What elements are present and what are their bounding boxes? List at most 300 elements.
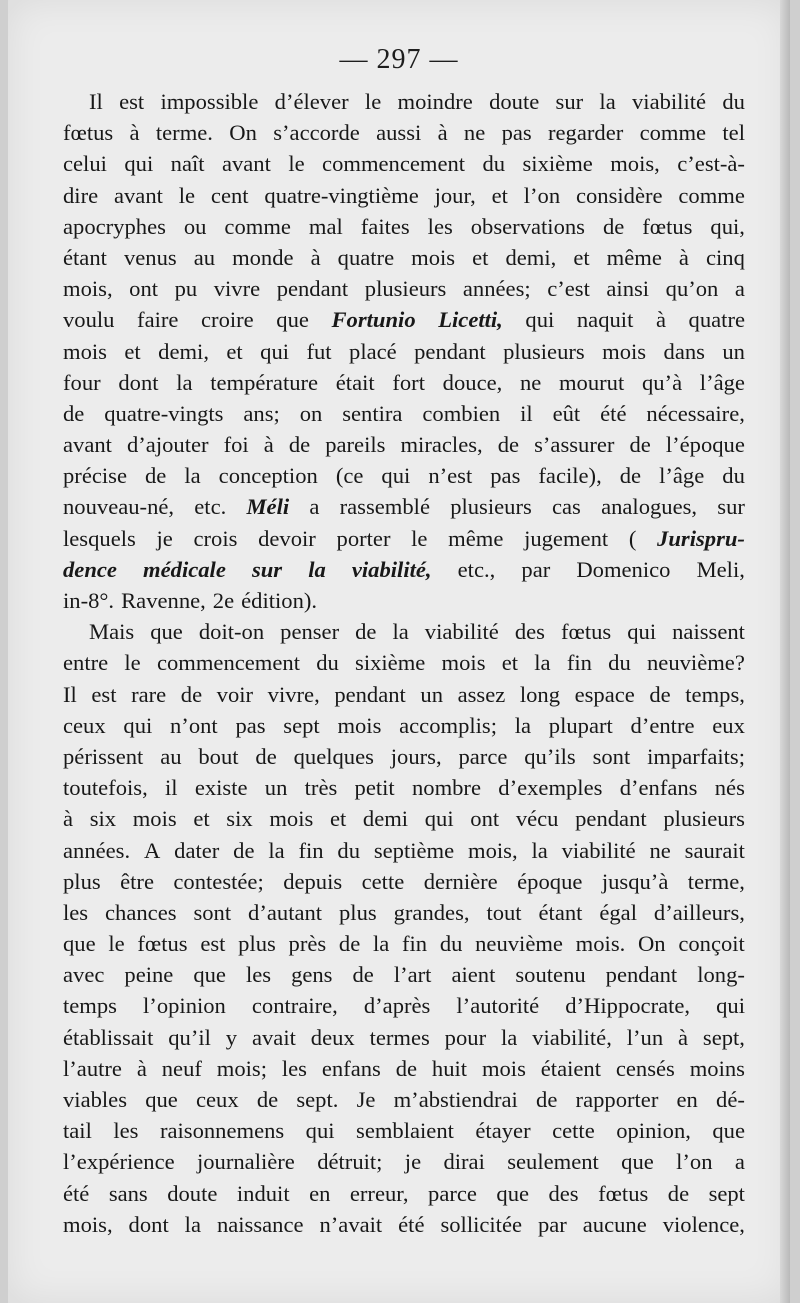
word: même	[448, 525, 504, 551]
word: four	[63, 369, 101, 395]
word: sur	[555, 89, 584, 114]
word: pas	[235, 712, 266, 738]
word: apocryphes	[63, 213, 166, 239]
word: celui	[63, 151, 107, 177]
word: étaient	[540, 1055, 601, 1081]
word: la	[268, 837, 285, 863]
word: d’ajouter	[126, 432, 209, 458]
word: doit-on	[198, 619, 265, 645]
word: d’exemples	[498, 775, 603, 801]
word: avant	[63, 432, 112, 458]
text-line	[63, 803, 745, 834]
word: septième	[373, 837, 455, 863]
word: c’est-à-	[677, 151, 745, 177]
text-line	[63, 647, 745, 678]
word: comme	[224, 213, 291, 239]
word: Il	[63, 681, 77, 707]
word: pendant	[276, 276, 349, 302]
word: mois	[132, 806, 177, 832]
word: analogues,	[601, 494, 698, 520]
word: seulement	[507, 1149, 599, 1175]
word: voulu	[63, 307, 115, 333]
word: d’Hippocrate,	[565, 993, 691, 1019]
word: commencement	[322, 151, 466, 177]
word: et	[573, 244, 590, 270]
word: l’art	[393, 962, 432, 988]
word: quatre-vingts	[104, 400, 224, 426]
word: du	[316, 650, 339, 676]
text-line	[63, 928, 745, 959]
word: devoir	[258, 525, 316, 551]
text-line	[63, 211, 745, 242]
word: à	[63, 806, 74, 832]
word: terme.	[155, 120, 213, 146]
word: de	[233, 837, 255, 863]
word: ne	[649, 837, 671, 863]
word: qui	[123, 712, 153, 738]
word: mois	[411, 244, 456, 270]
word: neuf	[161, 1055, 202, 1081]
word: commencement	[156, 650, 300, 676]
word: n’avait	[319, 1211, 383, 1237]
word: jusqu’à	[601, 868, 669, 894]
word: mois	[441, 650, 486, 676]
word: mois	[63, 338, 107, 364]
word: le	[124, 650, 141, 676]
word: plus	[63, 868, 101, 894]
text-line	[63, 772, 745, 803]
word: mois	[602, 338, 647, 364]
word: gens	[291, 962, 333, 988]
word: mois	[269, 806, 314, 832]
word: jour,	[434, 182, 476, 208]
text-line	[63, 1115, 745, 1146]
word: et	[124, 338, 141, 364]
word: in-8°.	[63, 588, 115, 613]
word: je	[156, 525, 173, 551]
word: pendant	[414, 338, 486, 364]
word: de	[667, 1180, 690, 1206]
word: que	[496, 1180, 530, 1206]
word: qui	[424, 806, 454, 832]
word: doute	[489, 89, 540, 114]
word: soutenu	[515, 962, 586, 988]
text-line	[63, 710, 745, 741]
word: près	[288, 931, 327, 957]
word: impossible	[160, 89, 259, 114]
text-line	[63, 616, 745, 647]
word: dire	[63, 182, 99, 208]
word: dont	[128, 1211, 169, 1237]
text-line	[63, 554, 745, 585]
text-line	[63, 117, 745, 148]
word: s’assurer	[534, 432, 615, 458]
word: la	[184, 463, 201, 489]
word: a	[309, 494, 320, 520]
word: etc.,	[457, 556, 496, 582]
word: de	[338, 931, 361, 957]
word: On	[229, 120, 257, 146]
word: à	[263, 432, 274, 458]
word: doute	[167, 1180, 218, 1206]
word: d’entre	[630, 712, 695, 738]
word: du	[482, 151, 506, 177]
word: tel	[722, 120, 745, 146]
word: cent	[210, 182, 249, 208]
word: de	[649, 681, 671, 707]
word: viabilité,	[532, 1024, 612, 1050]
word: raisonnemens	[159, 1118, 285, 1144]
text-line	[63, 835, 745, 866]
word: qui	[525, 307, 555, 333]
word: facile),	[538, 463, 602, 489]
word: qu’à	[641, 369, 683, 395]
word: y	[225, 1024, 238, 1050]
word: deux	[310, 1024, 355, 1050]
word: fœtus	[63, 120, 114, 146]
word: de	[536, 1087, 558, 1112]
word: qui	[381, 463, 411, 489]
word: que	[150, 619, 183, 645]
word: plusieurs	[503, 338, 585, 364]
word: a	[734, 1149, 745, 1175]
word: quatre	[337, 244, 395, 270]
word: était	[335, 369, 375, 395]
word: de	[145, 463, 167, 489]
word: qui	[124, 151, 154, 177]
word: au	[193, 244, 216, 270]
word: terme,	[687, 868, 745, 894]
word: température	[210, 369, 319, 395]
word: entre	[63, 650, 109, 676]
word: les	[113, 1118, 139, 1144]
word: (ce	[335, 463, 364, 489]
word: ans;	[243, 400, 280, 426]
word: de	[256, 1087, 279, 1112]
word: le	[364, 89, 382, 114]
word: placé	[349, 338, 397, 364]
word: qu’ils	[524, 743, 576, 769]
word: pu	[174, 276, 198, 302]
word: qui,	[710, 213, 745, 239]
word: ou	[183, 213, 207, 239]
word: même	[606, 244, 662, 270]
word: mois	[481, 1055, 526, 1081]
word: qu’on	[665, 276, 719, 302]
word: moins	[689, 1055, 745, 1081]
word: On	[637, 931, 666, 957]
word: d’autant	[248, 899, 323, 925]
word: du	[722, 89, 745, 114]
word: viabilité	[424, 619, 499, 645]
text-line	[63, 959, 745, 990]
word: de	[619, 463, 642, 489]
word: nécessaire,	[646, 400, 745, 426]
word: opinion,	[616, 1118, 691, 1144]
word: le	[178, 182, 196, 208]
word: six	[89, 806, 117, 832]
word: fœtus	[642, 213, 693, 239]
word: cas	[552, 494, 581, 520]
text-line	[63, 1053, 745, 1084]
word: à	[678, 1024, 689, 1050]
text-line	[63, 148, 745, 179]
word: quelques	[293, 743, 374, 769]
word: des	[548, 1180, 579, 1206]
word: long	[519, 681, 561, 707]
word: espace	[574, 681, 635, 707]
word: censés	[615, 1055, 675, 1081]
word: et	[501, 650, 519, 676]
word: être	[120, 868, 154, 894]
word: du	[722, 463, 745, 489]
word: ainsi	[606, 276, 650, 302]
word: bout	[198, 743, 239, 769]
text-line	[63, 460, 745, 491]
word: vécu	[515, 806, 559, 832]
word: le	[108, 931, 125, 957]
word: conception	[218, 463, 318, 489]
word: fin	[401, 931, 428, 957]
text-line	[63, 523, 745, 554]
italic-word: sur	[251, 556, 283, 582]
word: ont	[129, 276, 159, 302]
word: cette	[552, 1118, 595, 1144]
word: pendant	[575, 806, 647, 832]
word: s’accorde	[273, 120, 360, 146]
scan-edge	[780, 0, 790, 1303]
word: on	[299, 400, 323, 426]
word: les	[63, 899, 89, 925]
word: je	[404, 1149, 422, 1175]
word: termes	[369, 1024, 430, 1050]
word: penser	[280, 619, 340, 645]
word: étant	[538, 899, 583, 925]
word: étayer	[475, 1118, 531, 1144]
word: comme	[678, 182, 745, 208]
italic-word: Jurispru-	[657, 525, 745, 551]
word: que	[712, 1118, 745, 1144]
word: d’ailleurs,	[653, 899, 745, 925]
word: époque	[517, 868, 583, 894]
word: naissent	[672, 619, 745, 645]
word: viabilité	[632, 89, 707, 114]
word: qui	[627, 619, 657, 645]
word: naquit	[576, 307, 634, 333]
word: de	[352, 962, 374, 988]
word: faire	[137, 307, 179, 333]
word: Je	[356, 1087, 376, 1112]
word: en	[309, 1180, 331, 1206]
word: la	[372, 931, 390, 957]
word: un	[722, 338, 745, 364]
word: douce,	[442, 369, 503, 395]
page-number: — 297 —	[339, 44, 459, 75]
word: de	[395, 1055, 418, 1081]
word: journalière	[196, 1149, 295, 1175]
word: la	[176, 369, 193, 395]
word: du	[608, 650, 631, 676]
word: mois	[337, 712, 382, 738]
word: de	[602, 213, 625, 239]
word: à	[437, 120, 448, 146]
word: viabilité	[561, 837, 636, 863]
word: sentira	[342, 400, 403, 426]
word: fœtus	[561, 619, 612, 645]
word: foi	[223, 432, 249, 458]
word: dé-	[716, 1087, 745, 1112]
word: l’autorité	[456, 993, 540, 1019]
word: le	[288, 151, 305, 177]
word: à	[310, 244, 321, 270]
word: plusieurs	[364, 276, 447, 302]
word: assez	[457, 681, 506, 707]
word: temps,	[685, 681, 745, 707]
word: fut	[306, 338, 332, 364]
word: grandes,	[393, 899, 470, 925]
word: sixième	[355, 650, 426, 676]
word: détruit;	[317, 1149, 383, 1175]
word: temps	[63, 993, 117, 1019]
word: sont	[592, 743, 631, 769]
word: au	[160, 743, 182, 769]
word: par	[521, 556, 551, 582]
word: périssent	[63, 743, 144, 769]
word: sans	[108, 1180, 148, 1206]
word: et	[193, 806, 210, 832]
word: Meli,	[696, 556, 745, 582]
word: faites	[360, 213, 410, 239]
word: (	[628, 525, 637, 551]
word: dernière	[423, 868, 498, 894]
word: dont	[118, 369, 159, 395]
word: un	[420, 681, 444, 707]
text-line	[63, 866, 745, 897]
text-line	[63, 585, 745, 616]
word: crois	[193, 525, 238, 551]
word: l’on	[676, 1149, 713, 1175]
word: n’est	[428, 463, 473, 489]
word: mois,	[468, 837, 518, 863]
word: tail	[63, 1118, 92, 1144]
word: vivre,	[267, 681, 320, 707]
word: contestée;	[173, 868, 264, 894]
word: est	[119, 89, 145, 114]
word: fœtus	[598, 1180, 649, 1206]
word: petit	[354, 775, 395, 801]
word: toutefois,	[63, 775, 148, 801]
word: avait	[251, 1024, 296, 1050]
body-text	[63, 86, 745, 1240]
word: huit	[431, 1055, 468, 1081]
italic-word: Méli	[246, 494, 290, 520]
word: aient	[451, 962, 496, 988]
word: la	[534, 650, 551, 676]
word: à	[136, 1055, 147, 1081]
word: viables	[63, 1087, 127, 1112]
word: chances	[105, 899, 177, 925]
word: des	[514, 619, 545, 645]
word: l’on	[523, 182, 561, 208]
text-line	[63, 741, 745, 772]
word: avec	[63, 962, 105, 988]
word: fœtus	[137, 931, 188, 957]
text-line	[63, 897, 745, 928]
word: naissance	[216, 1211, 304, 1237]
word: dater	[174, 837, 220, 863]
word: qui	[716, 993, 745, 1019]
text-line	[63, 429, 745, 460]
word: induit	[236, 1180, 290, 1206]
word: cinq	[705, 244, 745, 270]
word: miracles,	[400, 432, 483, 458]
text-line	[63, 1084, 745, 1115]
text-line	[63, 1178, 745, 1209]
word: avant	[113, 182, 163, 208]
word: dirai	[443, 1149, 485, 1175]
word: combien	[422, 400, 501, 426]
word: pendant	[334, 681, 406, 707]
word: de	[629, 432, 651, 458]
word: a	[734, 276, 745, 302]
word: rapporter	[575, 1087, 659, 1112]
word: m’abstiendrai	[393, 1087, 518, 1112]
word: ceux	[63, 712, 106, 738]
word: vivre	[213, 276, 261, 302]
word: de	[255, 743, 277, 769]
word: violence,	[662, 1211, 745, 1237]
word: que	[193, 962, 226, 988]
italic-word: médicale	[143, 556, 226, 582]
word: l’âge	[699, 369, 745, 395]
word: Mais	[89, 619, 135, 645]
word: années.	[63, 837, 131, 863]
word: monde	[232, 244, 294, 270]
text-line	[63, 367, 745, 398]
word: saurait	[684, 837, 745, 863]
word: enfans	[321, 1055, 381, 1081]
word: long-	[697, 962, 745, 988]
word: que	[276, 307, 309, 333]
word: de	[355, 619, 377, 645]
italic-word: Fortunio	[331, 307, 416, 333]
word: rare	[131, 681, 167, 707]
word: porter	[336, 525, 391, 551]
word: voir	[216, 681, 254, 707]
word: A	[143, 837, 161, 863]
word: etc.	[194, 494, 227, 520]
word: mois.	[575, 931, 626, 957]
word: conçoit	[678, 931, 745, 957]
italic-word: la	[308, 556, 326, 582]
word: étant	[63, 244, 107, 270]
book-page	[8, 0, 790, 1303]
word: l’autre	[63, 1055, 122, 1081]
word: lesquels	[63, 525, 136, 551]
italic-word: Licetti,	[438, 307, 503, 333]
word: dans	[663, 338, 705, 364]
word: mois,	[610, 151, 660, 177]
word: la	[184, 1211, 201, 1237]
word: parce	[428, 1180, 477, 1206]
word: les	[427, 213, 453, 239]
word: sixième	[522, 151, 593, 177]
word: six	[226, 806, 253, 832]
word: sept,	[702, 1024, 745, 1050]
word: il	[164, 775, 178, 801]
word: demi,	[505, 244, 557, 270]
word: plusieurs	[663, 806, 745, 832]
